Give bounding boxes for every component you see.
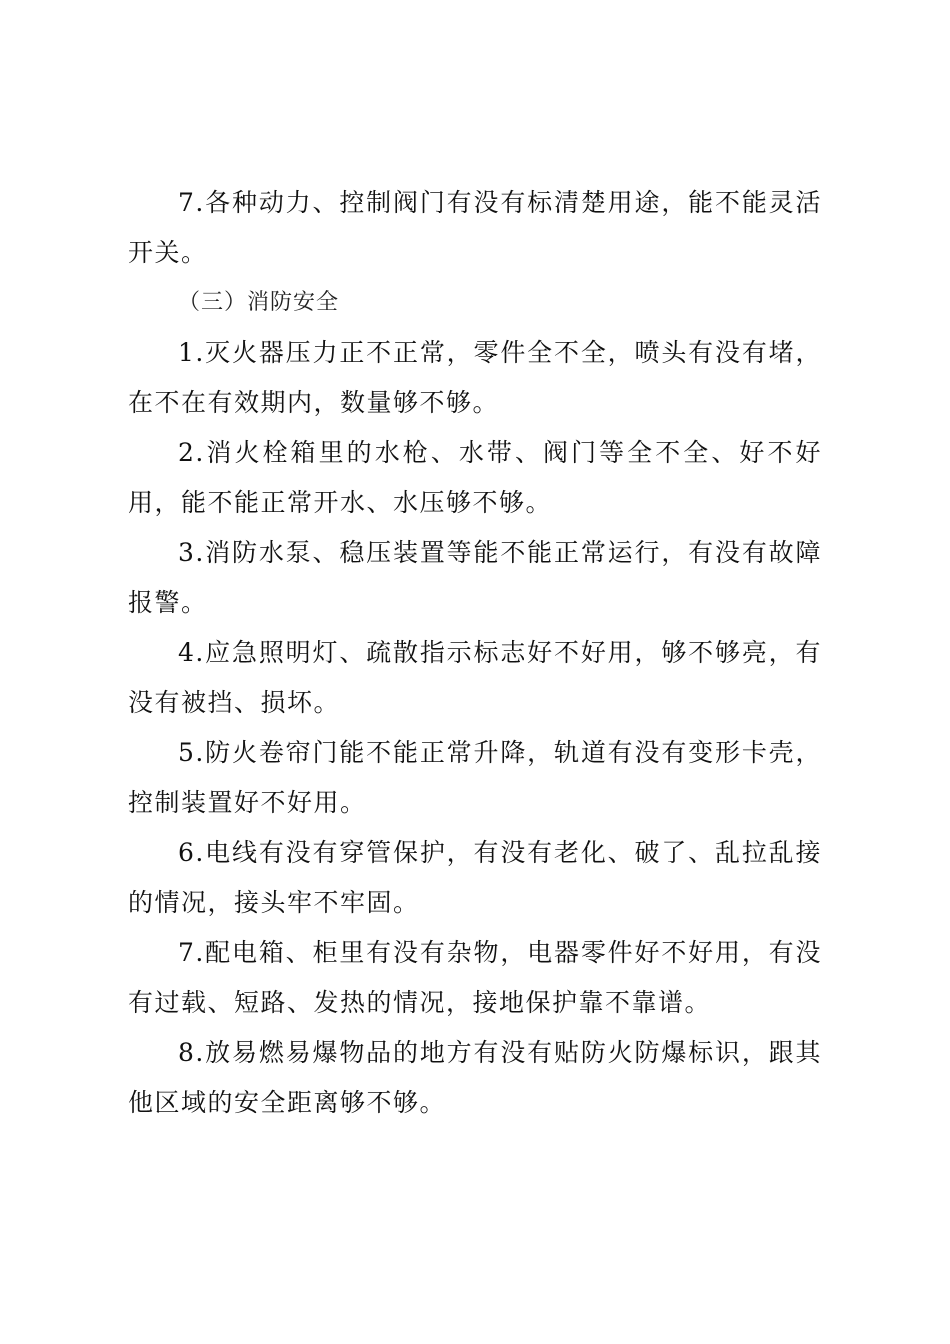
section-heading-fire-safety: （三）消防安全 (178, 290, 340, 315)
document-page (128, 178, 822, 1128)
list-item: 8.放易燃易爆物品的地方有没有贴防火防爆标识，跟其他区域的安全距离够不够。 (128, 1038, 822, 1117)
list-item: 2.消火栓箱里的水枪、水带、阀门等全不全、好不好用，能不能正常开水、水压够不够。 (128, 438, 822, 517)
list-item: 3.消防水泵、稳压装置等能不能正常运行，有没有故障报警。 (128, 538, 822, 617)
list-item: 7.配电箱、柜里有没有杂物，电器零件好不好用，有没有过载、短路、发热的情况，接地保护靠不靠谱。 (128, 938, 822, 1017)
list-item: 5.防火卷帘门能不能正常升降，轨道有没有变形卡壳，控制装置好不好用。 (128, 738, 822, 817)
list-item: 4.应急照明灯、疏散指示标志好不好用，够不够亮，有没有被挡、损坏。 (128, 638, 822, 717)
list-item: 6.电线有没有穿管保护，有没有老化、破了、乱拉乱接的情况，接头牢不牢固。 (128, 838, 822, 917)
list-item: 1.灭火器压力正不正常，零件全不全，喷头有没有堵，在不在有效期内，数量够不够。 (128, 338, 822, 417)
paragraph-item-7-valves: 7.各种动力、控制阀门有没有标清楚用途，能不能灵活开关。 (128, 188, 822, 267)
